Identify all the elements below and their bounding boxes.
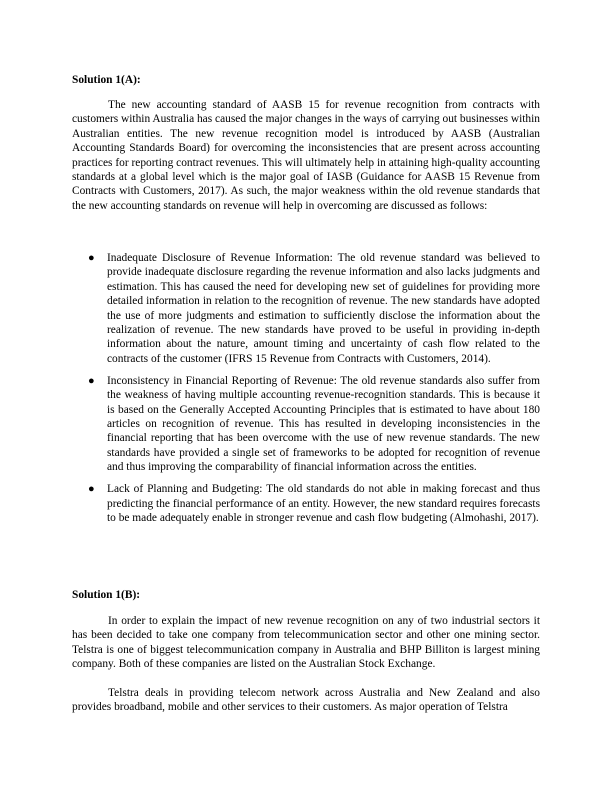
bullet-text: Lack of Planning and Budgeting: The old standards do not able in making forecast and thus predicting the financial performance of an entity. However, the new standard requires forecasts to be made adequately enable in stronger revenue and cash flow budgeting (Almohashi, 2017). (107, 483, 540, 524)
bullet-item (88, 482, 540, 525)
telstra-paragraph: Telstra deals in providing telecom network across Australia and New Zealand and also provides broadband, mobile and other services to their customers. As major operation of Telstra (72, 687, 540, 714)
bullet-dot-icon: ● (88, 483, 95, 496)
bullet-text: Inconsistency in Financial Reporting of Revenue: The old revenue standards also suffer from the weakness of having multiple accounting revenue-recognition standards. This is because it is based on the Generally Accepted Accounting Principles that is estimated to have about 180 articles on recognition of revenue. This has resulted in developing inconsistencies in the financial reporting that has been overcome with the use of new revenue standards. The new standards have provided a single set of frameworks to be adopted for recognition of revenue and thus improving the comparability of financial information across the entities. (107, 374, 540, 474)
section-heading-solution-1b: Solution 1(B): (72, 589, 141, 601)
bullet-item (88, 251, 540, 366)
bullet-dot-icon: ● (88, 374, 95, 387)
intro-paragraph: The new accounting standard of AASB 15 for revenue recognition from contracts with customers within Australia has caused the major changes in the ways of carrying out businesses within Australian entities. The new revenue recognition model is introduced by AASB (Australian Accounting Standards Board) for overcoming the inconsistencies that are present across accounting practices for reporting contract revenues. This will ultimately help in attaining high-quality accounting standards at a global level which is the major goal of IASB (Guidance for AASB 15 Revenue from Contracts with Customers, 2017). As such, the major weakness within the old revenue standards that the new accounting standards on revenue will help in overcoming are discussed as follows: (72, 99, 540, 212)
sector-paragraph: In order to explain the impact of new revenue recognition on any of two industrial sectors it has been decided to take one company from telecommunication sector and other one mining sector. Telstra is one of biggest telecommunication company in Australia and BHP Billiton is largest mining company. Both of these companies are listed on the Australian Stock Exchange. (72, 615, 540, 671)
bullet-dot-icon: ● (88, 252, 95, 264)
weakness-bullet-list (88, 251, 540, 533)
bullet-item (88, 374, 540, 475)
bullet-text: Inadequate Disclosure of Revenue Information: The old revenue standard was believed to provide inadequate disclosure regarding the revenue information and also lacks judgments and estimation. This has caused the need for developing new set of guidelines for providing more detailed information in relation to the recognition of revenue. The new standards have adopted the use of more judgments and estimation to sufficiently disclose the information about the realization of revenue. The new standards have proved to be useful in providing in-depth information about the nature, amount timing and uncertainty of cash flow related to the contracts of the customer (IFRS 15 Revenue from Contracts with Customers, 2014). (107, 252, 540, 365)
section-heading-solution-1a: Solution 1(A): (72, 74, 141, 86)
